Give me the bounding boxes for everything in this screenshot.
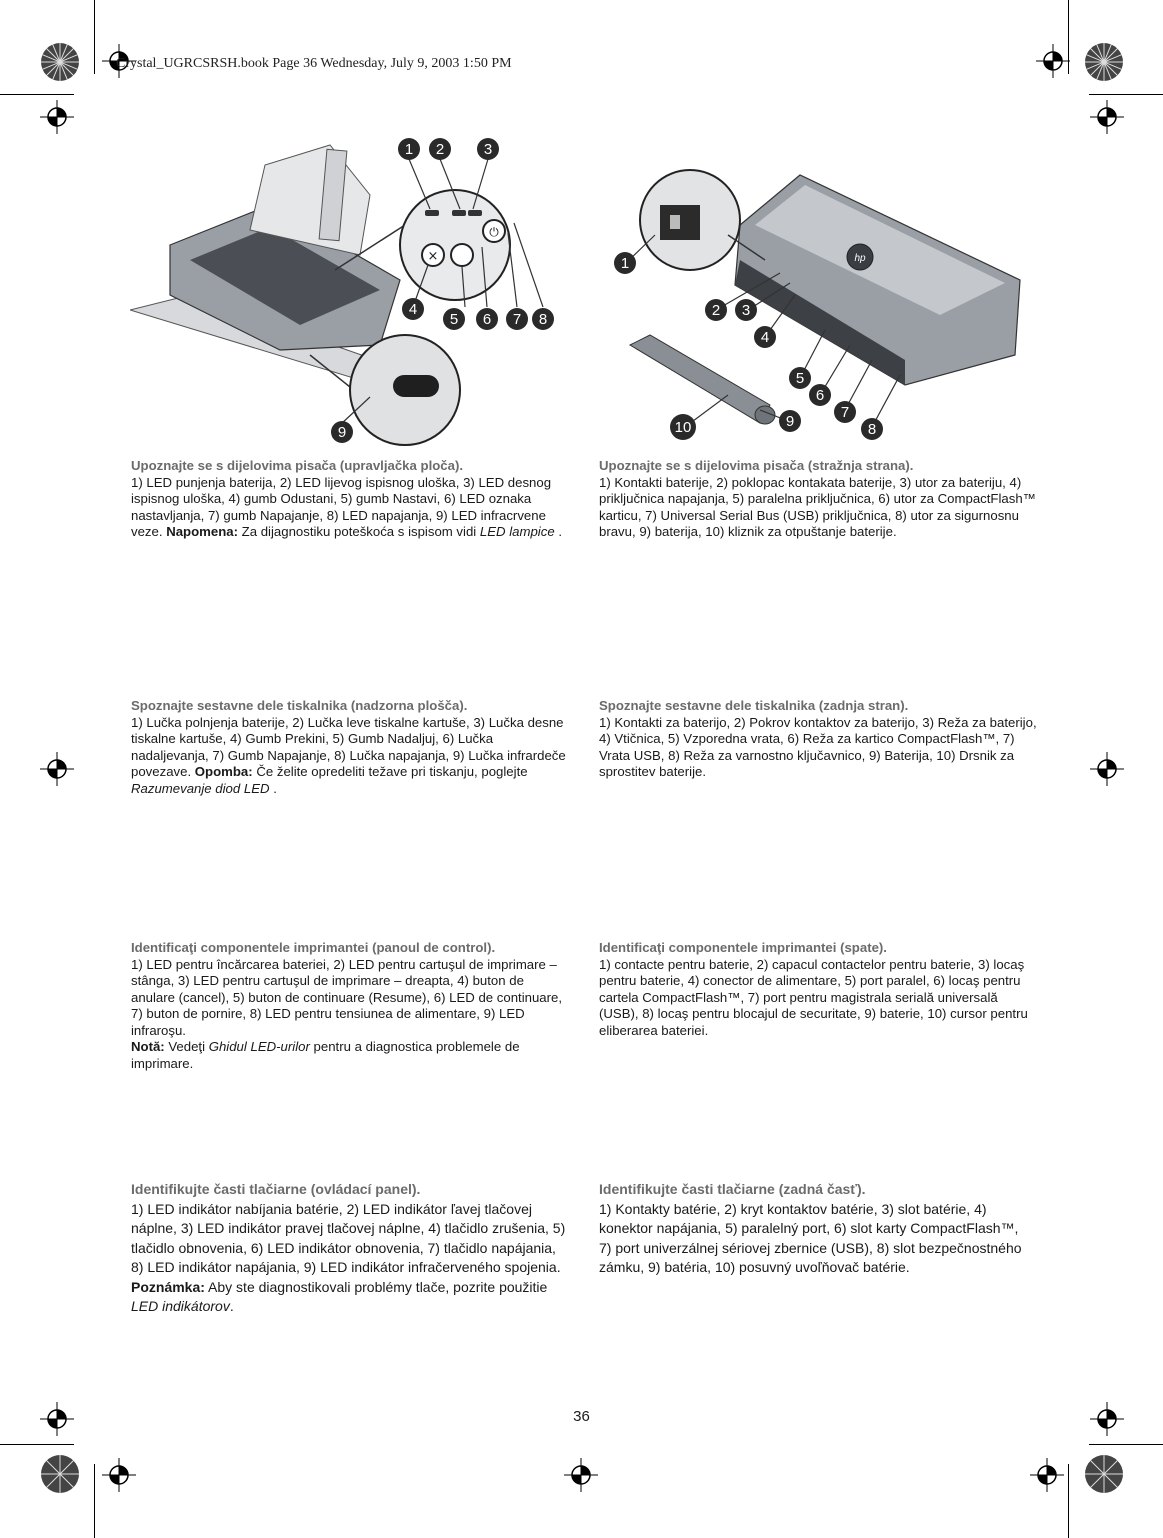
svg-text:2: 2 — [711, 302, 721, 319]
color-rosette-icon — [1084, 1454, 1124, 1494]
book-header: Crystal_UGRCSRSH.book Page 36 Wednesday, July 9, 2003 1:50 PM — [116, 56, 512, 71]
registration-target-icon — [102, 1458, 136, 1492]
page-number: 36 — [573, 1408, 590, 1425]
svg-text:4: 4 — [408, 301, 418, 318]
svg-text:7: 7 — [840, 404, 850, 421]
note-label: Notă: — [131, 1039, 165, 1054]
svg-text:1: 1 — [404, 141, 414, 158]
section-ro-rear — [599, 940, 1039, 1039]
section-body: 1) Kontakti za baterijo, 2) Pokrov kontaktov za baterijo, 3) Reža za baterijo, 4) Vtičnica, 5) Vzporedna vrata, 6) Reža za kartico CompactFlash™, 7) Vrata USB, 8) Reža za varnostno ključavnico, 9) Baterija, 10) Drsnik za sprostitev baterije. — [599, 714, 1037, 779]
section-title: Identificaţi componentele imprimantei (spate). — [599, 940, 887, 955]
registration-target-icon — [40, 752, 74, 786]
printer-rear-figure — [610, 165, 1030, 450]
control-panel-zoom — [400, 190, 510, 300]
section-title: Upoznajte se s dijelovima pisača (stražnja strana). — [599, 458, 914, 473]
crop-line — [0, 94, 74, 95]
note-reference: LED lampice — [479, 524, 555, 539]
svg-text:hp: hp — [854, 253, 866, 264]
registration-target-icon — [1090, 752, 1124, 786]
section-sl-control-panel — [131, 698, 571, 797]
section-body: 1) LED punjenja baterija, 2) LED lijevog ispisnog uloška, 3) LED desnog ispisnog uloška, 4) gumb Odustani, 5) gumb Nastavi, 6) LED oznaka nastavljanja, 7) gumb Napajanje, 8) LED napajanja, 9) LED infracrvene veze. Napomena: Za dijagnostiku poteškoća s ispisom vidi LED lampice . — [131, 474, 562, 539]
crop-line — [1089, 94, 1163, 95]
svg-text:8: 8 — [538, 311, 548, 328]
printer-control-panel-figure — [130, 135, 570, 450]
svg-text:9: 9 — [785, 413, 795, 430]
note-reference: Razumevanje diod LED — [131, 780, 270, 796]
svg-text:7: 7 — [512, 311, 522, 328]
battery — [630, 335, 770, 423]
section-body: 1) Kontakti baterije, 2) poklopac kontakata baterije, 3) utor za bateriju, 4) priključnica napajanja, 5) paralelna priključnica, 6) utor za CompactFlash™ karticu, 7) Universal Serial Bus (USB) priključnica, 8) utor za sigurnosnu bravu, 9) baterija, 10) kliznik za otpuštanje baterije. — [599, 474, 1036, 539]
section-hr-rear — [599, 458, 1039, 541]
svg-text:3: 3 — [483, 141, 493, 158]
note-reference: LED indikátorov — [131, 1298, 230, 1314]
section-sk-rear — [599, 1180, 1034, 1278]
color-rosette-icon — [40, 1454, 80, 1494]
note-label: Napomena: — [166, 524, 238, 539]
resume-button-icon — [451, 244, 473, 266]
registration-target-icon — [1090, 100, 1124, 134]
crop-line — [0, 1444, 74, 1445]
svg-text:10: 10 — [674, 419, 692, 436]
svg-text:×: × — [427, 249, 439, 264]
svg-text:1: 1 — [620, 255, 630, 272]
svg-text:2: 2 — [435, 141, 445, 158]
registration-target-icon — [1030, 1458, 1064, 1492]
crop-line — [94, 1464, 95, 1538]
svg-text:4: 4 — [760, 329, 770, 346]
infrared-window — [393, 375, 439, 397]
registration-target-icon — [40, 100, 74, 134]
section-body: 1) contacte pentru baterie, 2) capacul contactelor pentru baterie, 3) locaş pentru baterie, 4) conector de alimentare, 5) port paralel, 6) locaş pentru cartela CompactFlash™, 7) port pentru magistrala serială universală (USB), 8) locaş pentru blocajul de securitate, 9) baterie, 10) cursor pentru eliberarea bateriei. — [599, 956, 1028, 1038]
crop-line — [1089, 1444, 1163, 1445]
section-title: Identifikujte časti tlačiarne (ovládací panel). — [131, 1181, 421, 1197]
svg-text:3: 3 — [741, 302, 751, 319]
section-ro-control-panel — [131, 940, 571, 1072]
section-sk-control-panel — [131, 1180, 566, 1317]
svg-text:5: 5 — [449, 311, 459, 328]
svg-text:6: 6 — [482, 311, 492, 328]
color-rosette-icon — [1084, 42, 1124, 82]
note-reference: Ghidul LED-urilor — [208, 1039, 310, 1054]
svg-text:9: 9 — [337, 424, 347, 441]
svg-text:6: 6 — [815, 387, 825, 404]
color-rosette-icon — [40, 42, 80, 82]
section-title: Spoznajte sestavne dele tiskalnika (nadzorna plošča). — [131, 698, 468, 713]
section-title: Identifikujte časti tlačiarne (zadná časť). — [599, 1181, 866, 1197]
section-sl-rear — [599, 698, 1039, 781]
section-title: Upoznajte se s dijelovima pisača (upravljačka ploča). — [131, 458, 464, 473]
note-label: Poznámka: — [131, 1278, 205, 1295]
svg-text:8: 8 — [867, 421, 877, 438]
crop-line — [94, 0, 95, 74]
svg-text:5: 5 — [795, 370, 805, 387]
section-body: 1) Lučka polnjenja baterije, 2) Lučka leve tiskalne kartuše, 3) Lučka desne tiskalne kartuše, 4) Gumb Prekini, 5) Gumb Nadaljuj, 6) Lučka nadaljevanja, 7) Gumb Napajanje, 8) Lučka napajanja, 9) Lučka infrardeče povezave. Opomba: Če želite opredeliti težave pri tiskanju, poglejte Razumevanje diod LED . — [131, 714, 566, 796]
section-body: 1) LED pentru încărcarea bateriei, 2) LED pentru cartuşul de imprimare – stânga, 3) LED pentru cartuşul de imprimare – dreapta, 4) buton de anulare (cancel), 5) buton de continuare (Resume), 6) LED de continuare, 7) buton de pornire, 8) LED pentru tensiunea de alimentare, 9) LED infraroşu. Notă: Vedeţi Ghidul LED-urilor pentru a diagnostica problemele de imprimare. — [131, 956, 563, 1071]
section-body: 1) LED indikátor nabíjania batérie, 2) LED indikátor ľavej tlačovej náplne, 3) LED indikátor pravej tlačovej náplne, 4) tlačidlo zrušenia, 5) tlačidlo obnovenia, 6) LED indikátor obnovenia, 7) tlačidlo napájania, 8) LED indikátor napájania, 9) LED indikátor infračerveného spojenia. Poznámka: Aby ste diagnostikovali problémy tlače, pozrite použitie LED indikátorov. — [131, 1200, 566, 1314]
section-title: Identificaţi componentele imprimantei (panoul de control). — [131, 940, 496, 955]
section-body: 1) Kontakty batérie, 2) kryt kontaktov batérie, 3) slot batérie, 4) konektor napájania, 5) paralelný port, 6) slot karty CompactFlash™, 7) port univerzálnej sériovej zbernice (USB), 8) slot bezpečnostného zámku, 9) batéria, 10) posuvný uvoľňovač batérie. — [599, 1200, 1022, 1275]
note-label: Opomba: — [194, 764, 253, 779]
section-hr-control-panel — [131, 458, 571, 541]
crop-line — [1068, 1464, 1069, 1538]
registration-target-icon — [1036, 44, 1070, 78]
svg-text:⏻: ⏻ — [489, 225, 499, 239]
section-title: Spoznajte sestavne dele tiskalnika (zadnja stran). — [599, 698, 909, 713]
registration-target-icon — [564, 1458, 598, 1492]
